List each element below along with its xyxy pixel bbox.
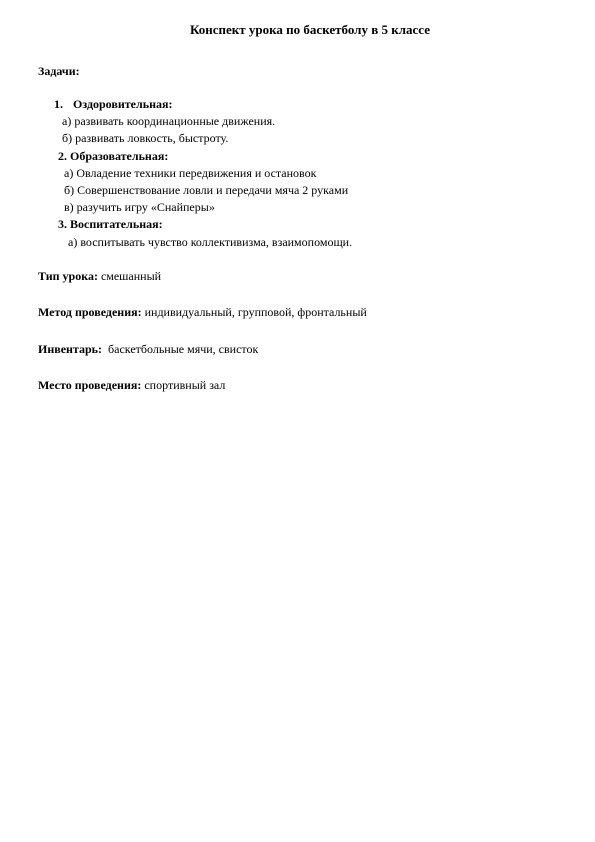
method-value: индивидуальный, групповой, фронтальный — [141, 305, 367, 319]
place-value: спортивный зал — [141, 378, 226, 392]
equipment-label: Инвентарь: — [38, 342, 103, 356]
task-3-item-a: а) воспитывать чувство коллективизма, взаимопомощи. — [68, 235, 353, 249]
task-3-title: Воспитательная: — [70, 217, 163, 231]
task-3-number: 3. — [58, 217, 67, 231]
task-1-heading — [54, 96, 172, 113]
equipment-value: баскетбольные мячи, свисток — [102, 342, 259, 356]
task-2-item-b: б) Совершенствование ловли и передачи мяча 2 руками — [64, 183, 349, 197]
equipment — [38, 341, 258, 358]
task-2-item-c: в) разучить игру «Снайперы» — [64, 200, 215, 214]
task-1-item-b: б) развивать ловкость, быстроту. — [62, 131, 229, 145]
place-label: Место проведения: — [38, 378, 142, 392]
task-1-number: 1. — [54, 97, 63, 111]
place — [38, 377, 225, 394]
method-label: Метод проведения: — [38, 305, 142, 319]
lesson-type — [38, 268, 161, 285]
task-1-item-a: а) развивать координационные движения. — [62, 114, 276, 128]
task-2-heading — [58, 148, 168, 165]
task-2-number: 2. — [58, 149, 67, 163]
task-2-item-a: а) Овладение техники передвижения и остановок — [64, 166, 317, 180]
task-2-title: Образовательная: — [70, 149, 169, 163]
lesson-type-value: смешанный — [97, 269, 162, 283]
task-1-title: Оздоровительная: — [73, 97, 173, 111]
document-title: Конспект урока по баскетболу в 5 классе — [189, 22, 430, 37]
tasks-heading: Задачи: — [38, 64, 80, 78]
lesson-type-label: Тип урока: — [38, 269, 98, 283]
task-3-heading — [58, 216, 163, 233]
method — [38, 304, 367, 321]
